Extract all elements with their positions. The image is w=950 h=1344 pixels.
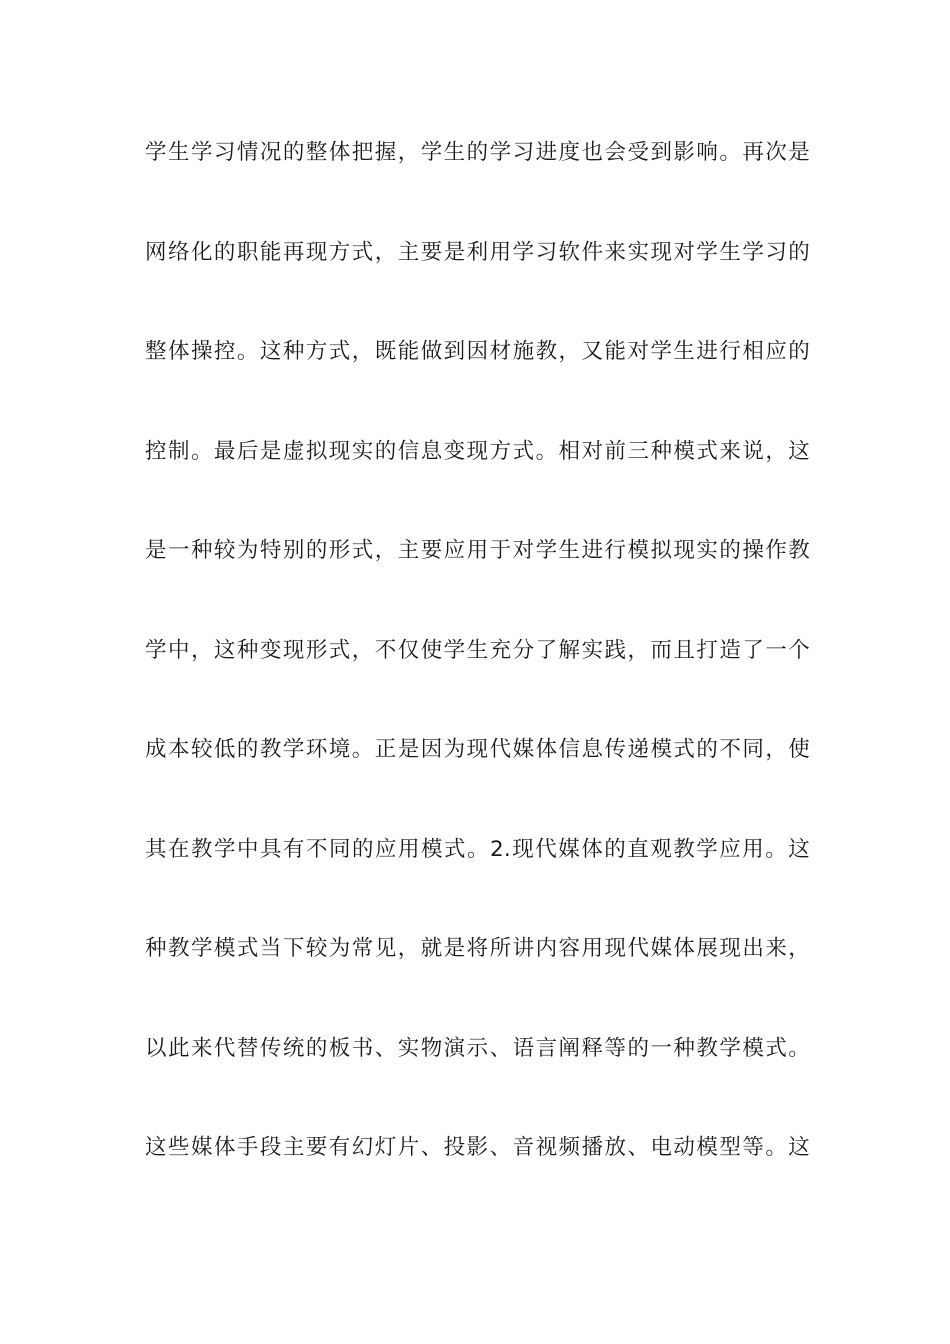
text-line-1: 学生学习情况的整体把握，学生的学习进度也会受到影响。再次是 <box>145 140 810 165</box>
text-line-4: 控制。最后是虚拟现实的信息变现方式。相对前三种模式来说，这 <box>145 438 810 464</box>
text-line-9: 种教学模式当下较为常见，就是将所讲内容用现代媒体展现出来， <box>145 936 810 961</box>
body-text <box>145 128 810 1223</box>
text-line-5: 是一种较为特别的形式，主要应用于对学生进行模拟现实的操作教 <box>145 538 810 563</box>
text-line-10: 以此来代替传统的板书、实物演示、语言阐释等的一种教学模式。 <box>145 1035 810 1061</box>
text-line-3: 整体操控。这种方式，既能做到因材施教，又能对学生进行相应的 <box>145 339 810 364</box>
text-line-11: 这些媒体手段主要有幻灯片、投影、音视频播放、电动模型等。这 <box>145 1135 810 1160</box>
text-line-2: 网络化的职能再现方式，主要是利用学习软件来实现对学生学习的 <box>145 239 810 265</box>
text-line-7: 成本较低的教学环境。正是因为现代媒体信息传递模式的不同，使 <box>145 737 810 762</box>
text-line-6: 学中，这种变现形式，不仅使学生充分了解实践，而且打造了一个 <box>145 637 810 663</box>
text-line-8: 其在教学中具有不同的应用模式。2.现代媒体的直观教学应用。这 <box>145 836 810 862</box>
